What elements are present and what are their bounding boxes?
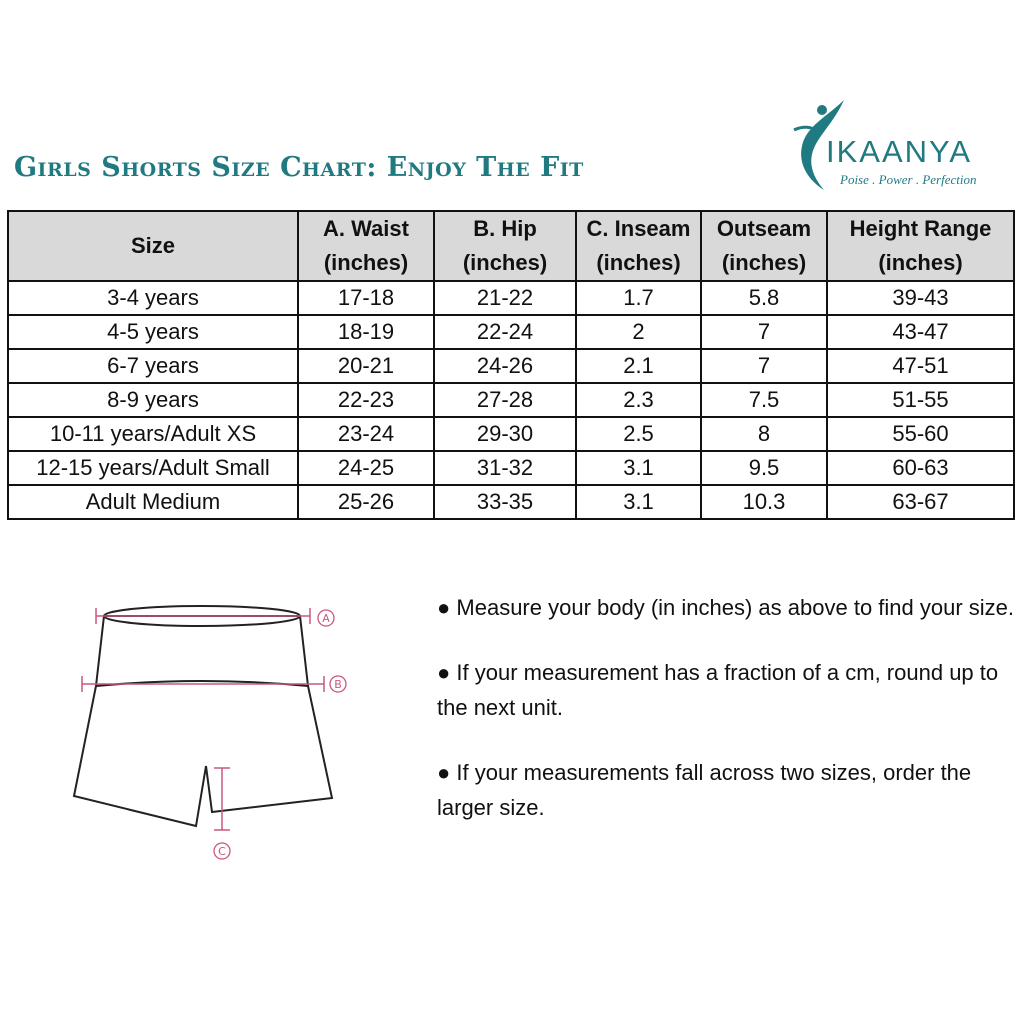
table-row	[8, 485, 1014, 519]
table-row	[8, 315, 1014, 349]
page-title: Girls Shorts Size Chart: Enjoy The Fit	[14, 152, 584, 183]
cell-outseam: 7.5	[701, 383, 827, 417]
cell-size: 4-5 years	[8, 315, 298, 349]
table-row	[8, 451, 1014, 485]
cell-hip: 24-26	[434, 349, 576, 383]
cell-hip: 21-22	[434, 281, 576, 315]
cell-height: 63-67	[827, 485, 1014, 519]
instruction-item: ● If your measurements fall across two sizes, order the larger size.	[437, 760, 972, 820]
header-hip: B. Hip (inches)	[434, 211, 576, 281]
cell-waist: 22-23	[298, 383, 434, 417]
cell-size: 3-4 years	[8, 281, 298, 315]
cell-waist: 23-24	[298, 417, 434, 451]
size-chart-table	[7, 210, 1015, 520]
cell-height: 55-60	[827, 417, 1014, 451]
cell-height: 60-63	[827, 451, 1014, 485]
shorts-illustration	[60, 590, 360, 870]
shorts-measurement-diagram	[60, 590, 360, 870]
cell-waist: 17-18	[298, 281, 434, 315]
header-size: Size	[8, 211, 298, 281]
cell-outseam: 10.3	[701, 485, 827, 519]
cell-waist: 25-26	[298, 485, 434, 519]
header-height-range: Height Range (inches)	[827, 211, 1014, 281]
cell-outseam: 7	[701, 315, 827, 349]
table-row	[8, 417, 1014, 451]
cell-height: 43-47	[827, 315, 1014, 349]
marker-b-label: B	[334, 678, 342, 691]
logo-wordmark: IKAANYA	[826, 134, 973, 169]
logo-tagline: Poise . Power . Perfection	[840, 172, 977, 187]
cell-outseam: 9.5	[701, 451, 827, 485]
cell-hip: 29-30	[434, 417, 576, 451]
shorts-outline	[74, 616, 332, 826]
cell-size: 10-11 years/Adult XS	[8, 417, 298, 451]
marker-c-label: C	[218, 845, 226, 858]
cell-waist: 24-25	[298, 451, 434, 485]
cell-waist: 18-19	[298, 315, 434, 349]
marker-a-label: A	[322, 612, 330, 625]
cell-inseam: 3.1	[576, 451, 701, 485]
cell-hip: 33-35	[434, 485, 576, 519]
cell-inseam: 1.7	[576, 281, 701, 315]
table-row	[8, 349, 1014, 383]
cell-hip: 22-24	[434, 315, 576, 349]
table-header-row	[8, 211, 1014, 281]
cell-height: 51-55	[827, 383, 1014, 417]
table-row	[8, 383, 1014, 417]
cell-inseam: 2.5	[576, 417, 701, 451]
table-row	[8, 281, 1014, 315]
header-outseam: Outseam (inches)	[701, 211, 827, 281]
cell-hip: 31-32	[434, 451, 576, 485]
cell-waist: 20-21	[298, 349, 434, 383]
instruction-item: ● Measure your body (in inches) as above to find your size.	[437, 595, 1015, 620]
cell-outseam: 7	[701, 349, 827, 383]
cell-size: 8-9 years	[8, 383, 298, 417]
cell-height: 39-43	[827, 281, 1014, 315]
header-inseam: C. Inseam (inches)	[576, 211, 701, 281]
instruction-item: ● If your measurement has a fraction of a cm, round up to the next unit.	[437, 660, 999, 720]
cell-inseam: 2	[576, 315, 701, 349]
cell-inseam: 3.1	[576, 485, 701, 519]
cell-size: 12-15 years/Adult Small	[8, 451, 298, 485]
cell-inseam: 2.1	[576, 349, 701, 383]
cell-outseam: 5.8	[701, 281, 827, 315]
cell-hip: 27-28	[434, 383, 576, 417]
header-waist: A. Waist (inches)	[298, 211, 434, 281]
measurement-instructions	[437, 590, 1017, 855]
cell-height: 47-51	[827, 349, 1014, 383]
cell-size: Adult Medium	[8, 485, 298, 519]
brand-logo	[788, 96, 1003, 196]
cell-size: 6-7 years	[8, 349, 298, 383]
cell-inseam: 2.3	[576, 383, 701, 417]
cell-outseam: 8	[701, 417, 827, 451]
